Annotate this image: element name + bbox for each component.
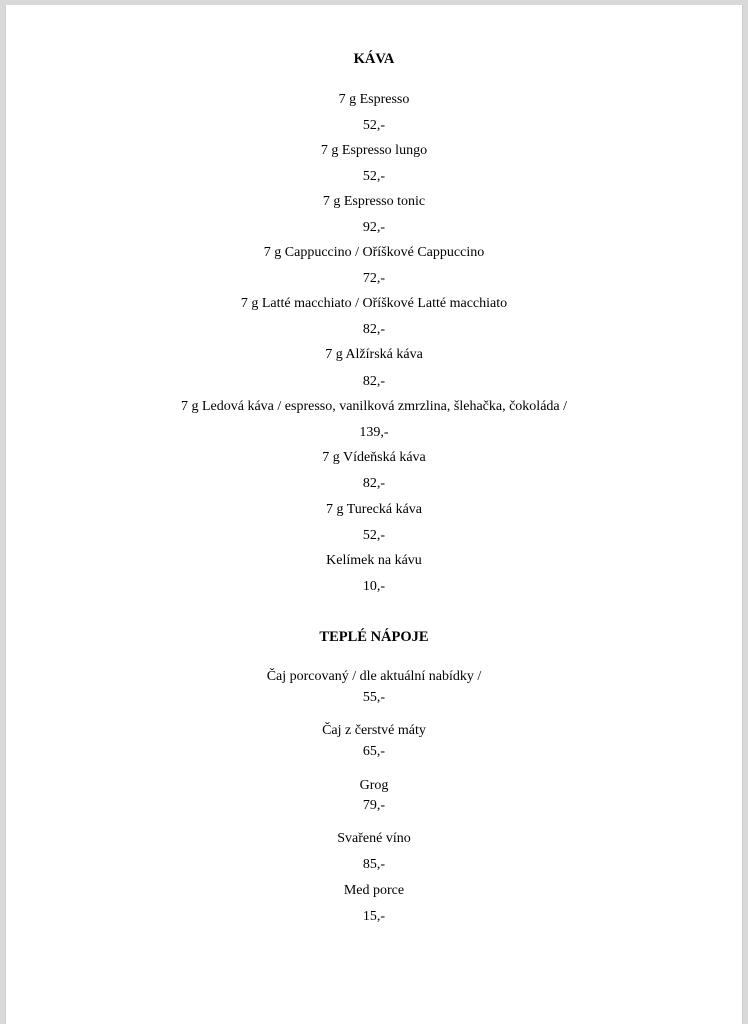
item-price: 55,- bbox=[362, 690, 386, 705]
item-price: 52,- bbox=[362, 528, 386, 543]
item-name: Čaj porcovaný / dle aktuální nabídky / bbox=[266, 669, 482, 684]
item-name: 7 g Espresso bbox=[338, 92, 410, 107]
item-price: 52,- bbox=[362, 169, 386, 184]
item-name: Čaj z čerstvé máty bbox=[322, 723, 426, 738]
item-price: 10,- bbox=[362, 579, 386, 594]
item-name: 7 g Espresso tonic bbox=[322, 194, 426, 209]
item-price: 92,- bbox=[362, 220, 386, 235]
item-price: 72,- bbox=[362, 271, 386, 286]
item-name: 7 g Vídeňská káva bbox=[322, 450, 426, 465]
item-price: 65,- bbox=[362, 744, 386, 759]
item-name: 7 g Ledová káva / espresso, vanilková zmrzlina, šlehačka, čokoláda / bbox=[180, 399, 568, 414]
item-name: Kelímek na kávu bbox=[326, 553, 422, 568]
item-price: 139,- bbox=[359, 425, 389, 440]
item-name: 7 g Alžírská káva bbox=[325, 347, 423, 362]
item-price: 79,- bbox=[362, 798, 386, 813]
item-price: 85,- bbox=[362, 857, 386, 872]
item-price: 15,- bbox=[362, 909, 386, 924]
menu-page bbox=[5, 5, 743, 1024]
item-price: 82,- bbox=[362, 374, 386, 389]
section-title-kava: KÁVA bbox=[353, 51, 395, 67]
item-name: Svařené víno bbox=[337, 831, 411, 846]
item-price: 82,- bbox=[362, 322, 386, 337]
item-price: 82,- bbox=[362, 476, 386, 491]
item-name: Grog bbox=[359, 778, 389, 793]
section-title-teple-napoje: TEPLÉ NÁPOJE bbox=[319, 629, 429, 645]
item-name: 7 g Latté macchiato / Oříškové Latté macchiato bbox=[240, 296, 508, 311]
item-name: Med porce bbox=[343, 883, 405, 898]
item-name: 7 g Turecká káva bbox=[325, 502, 423, 517]
item-name: 7 g Cappuccino / Oříškové Cappuccino bbox=[263, 245, 485, 260]
item-name: 7 g Espresso lungo bbox=[320, 143, 428, 158]
item-price: 52,- bbox=[362, 118, 386, 133]
